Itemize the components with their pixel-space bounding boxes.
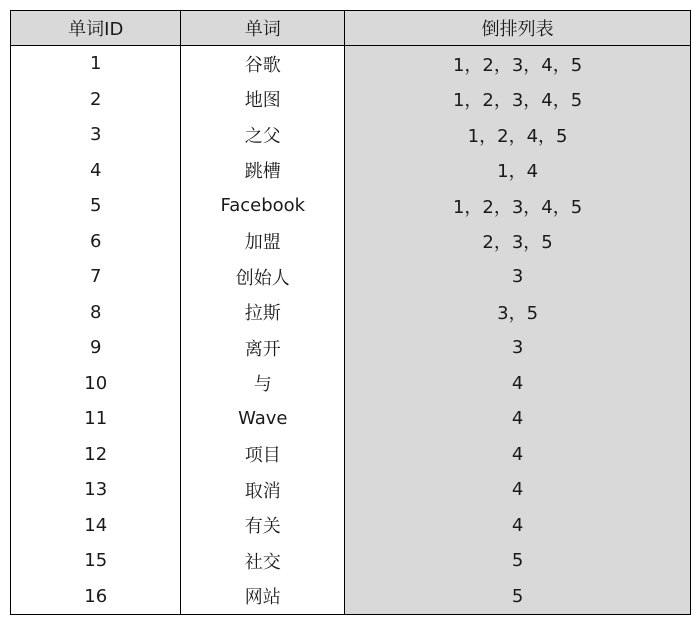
cell-word-id: 10 bbox=[11, 366, 181, 402]
cell-posting-list: 4 bbox=[345, 437, 691, 473]
header-word: 单词 bbox=[181, 11, 345, 46]
cell-word: 谷歌 bbox=[181, 46, 345, 82]
cell-posting-list: 3，5 bbox=[345, 295, 691, 331]
cell-posting-list: 4 bbox=[345, 472, 691, 508]
cell-word-id: 8 bbox=[11, 295, 181, 331]
cell-word: 地图 bbox=[181, 82, 345, 118]
cell-posting-list: 4 bbox=[345, 401, 691, 437]
cell-word-id: 11 bbox=[11, 401, 181, 437]
cell-posting-list: 5 bbox=[345, 579, 691, 615]
cell-word-id: 3 bbox=[11, 117, 181, 153]
table-row bbox=[11, 188, 691, 224]
cell-word: Wave bbox=[181, 401, 345, 437]
cell-word: 有关 bbox=[181, 508, 345, 544]
table-row bbox=[11, 259, 691, 295]
cell-posting-list: 4 bbox=[345, 508, 691, 544]
cell-posting-list: 1，2，4，5 bbox=[345, 117, 691, 153]
header-posting-list: 倒排列表 bbox=[345, 11, 691, 46]
table-row bbox=[11, 366, 691, 402]
table-row bbox=[11, 401, 691, 437]
cell-word-id: 7 bbox=[11, 259, 181, 295]
table-row bbox=[11, 543, 691, 579]
cell-word-id: 12 bbox=[11, 437, 181, 473]
table-body bbox=[11, 46, 691, 615]
cell-word: 取消 bbox=[181, 472, 345, 508]
cell-word: 项目 bbox=[181, 437, 345, 473]
cell-word: Facebook bbox=[181, 188, 345, 224]
cell-word-id: 1 bbox=[11, 46, 181, 82]
cell-posting-list: 1，2，3，4，5 bbox=[345, 46, 691, 82]
table-row bbox=[11, 295, 691, 331]
cell-word: 网站 bbox=[181, 579, 345, 615]
inverted-index-table bbox=[10, 10, 691, 615]
table-row bbox=[11, 46, 691, 82]
cell-posting-list: 1，2，3，4，5 bbox=[345, 82, 691, 118]
cell-word-id: 2 bbox=[11, 82, 181, 118]
table-row bbox=[11, 153, 691, 189]
header-word-id: 单词ID bbox=[11, 11, 181, 46]
cell-word: 跳槽 bbox=[181, 153, 345, 189]
cell-word-id: 15 bbox=[11, 543, 181, 579]
cell-word-id: 4 bbox=[11, 153, 181, 189]
cell-posting-list: 4 bbox=[345, 366, 691, 402]
cell-word-id: 16 bbox=[11, 579, 181, 615]
table-row bbox=[11, 437, 691, 473]
cell-posting-list: 1，2，3，4，5 bbox=[345, 188, 691, 224]
table-row bbox=[11, 472, 691, 508]
cell-word: 与 bbox=[181, 366, 345, 402]
cell-word: 拉斯 bbox=[181, 295, 345, 331]
cell-posting-list: 3 bbox=[345, 330, 691, 366]
table-row bbox=[11, 330, 691, 366]
table-row bbox=[11, 224, 691, 260]
table-row bbox=[11, 508, 691, 544]
cell-word: 加盟 bbox=[181, 224, 345, 260]
cell-posting-list: 1，4 bbox=[345, 153, 691, 189]
table-row bbox=[11, 117, 691, 153]
table-header-row bbox=[11, 11, 691, 46]
table-row bbox=[11, 579, 691, 615]
cell-word-id: 9 bbox=[11, 330, 181, 366]
cell-word: 创始人 bbox=[181, 259, 345, 295]
cell-word: 离开 bbox=[181, 330, 345, 366]
cell-posting-list: 2，3，5 bbox=[345, 224, 691, 260]
table-row bbox=[11, 82, 691, 118]
cell-word-id: 5 bbox=[11, 188, 181, 224]
cell-posting-list: 5 bbox=[345, 543, 691, 579]
cell-word: 社交 bbox=[181, 543, 345, 579]
cell-posting-list: 3 bbox=[345, 259, 691, 295]
cell-word-id: 6 bbox=[11, 224, 181, 260]
cell-word: 之父 bbox=[181, 117, 345, 153]
cell-word-id: 13 bbox=[11, 472, 181, 508]
cell-word-id: 14 bbox=[11, 508, 181, 544]
